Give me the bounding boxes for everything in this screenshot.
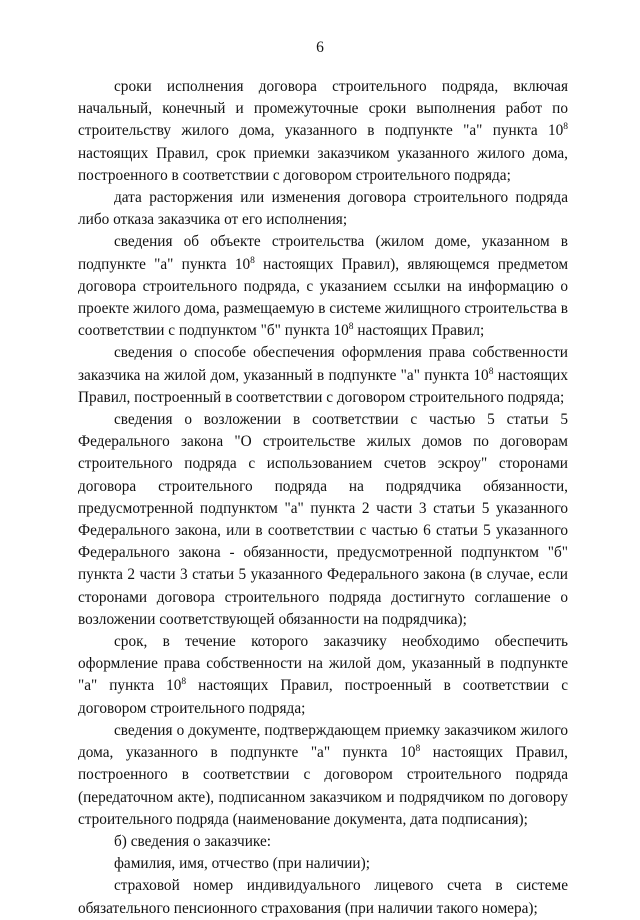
paragraph [78,831,568,853]
text-run: настоящих Правил, срок приемки заказчиком указанного жилого дома, построенного в соответствии с договором строительного подряда; [78,144,568,184]
text-run: настоящих Правил, построенный в соответствии с договором строительного подряда; [78,677,568,717]
text-run: дата расторжения или изменения договора строительного подряда либо отказа заказчика от его исполнения; [78,189,568,229]
superscript: 8 [488,366,494,377]
document-body [78,76,568,920]
superscript: 8 [415,744,421,755]
text-run: сведения об объекте строительства (жилом доме, указанном в подпункте "а" пункта 10 [78,233,568,273]
superscript: 8 [181,677,187,688]
text-run: фамилия, имя, отчество (при наличии); [114,855,370,873]
paragraph [78,342,568,409]
page-number: 6 [316,39,324,56]
text-run: настоящих Правил; [353,322,485,340]
paragraph [78,853,568,875]
superscript: 8 [563,122,568,133]
text-run: настоящих Правил, построенный в соответствии с договором строительного подряда; [78,366,568,406]
paragraph [78,76,568,187]
superscript: 8 [250,255,255,266]
text-run: сведения о способе обеспечения оформления права собственности заказчика на жилой дом, указанный в подпункте "а" пункта 10 [78,344,568,384]
paragraph [78,631,568,720]
text-run: сведения о возложении в соответствии с частью 5 статьи 5 Федерального закона "О строительстве жилых домов по договорам строительного подряда с использованием счетов эскроу" сторонами договора строительного подряда на подрядчика обязанности, предусмотренной подпунктом "а" пункта 2 части 3 статьи 5 указанного Федерального закона, или в соответствии с частью 6 статьи 5 указанного Федерального закона - обязанности, предусмотренной подпунктом "б" пункта 2 части 3 статьи 5 указанного Федерального закона (в случае, если сторонами договора строительного подряда достигнуто соглашение о возложении соответствующей обязанности на подрядчика); [78,411,568,628]
superscript: 8 [348,322,354,333]
text-run: сведения о документе, подтверждающем приемку заказчиком жилого дома, указанного в подпункте "а" пункта 10 [78,721,568,762]
paragraph [78,720,568,831]
text-run: срок, в течение которого заказчику необходимо обеспечить оформление права собственности на жилой дом, указанный в подпункте "а" пункта 10 [78,633,568,695]
paragraph [78,187,568,231]
paragraph [78,409,568,631]
text-run: страховой номер индивидуального лицевого счета в системе обязательного пенсионного страхования (при наличии такого номера); [78,877,568,917]
text-run: настоящих Правил, построенного в соответствии с договором строительного подряда (передаточном акте), подписанном заказчиком и подрядчиком по договору строительного подряда (наименование документа, дата подписания); [78,744,568,828]
text-run: настоящих Правил), являющемся предметом договора строительного подряда, с указанием ссылки на информацию о проекте жилого дома, размещаемую в системе жилищного строительства в соответствии с подпунктом "б" пункта 10 [78,255,568,340]
text-run: сроки исполнения договора строительного подряда, включая начальный, конечный и промежуточные сроки выполнения работ по строительству жилого дома, указанного в подпункте "а" пункта 10 [78,78,568,140]
paragraph [78,875,568,919]
paragraph [78,231,568,342]
text-run: б) сведения о заказчике: [114,832,272,850]
